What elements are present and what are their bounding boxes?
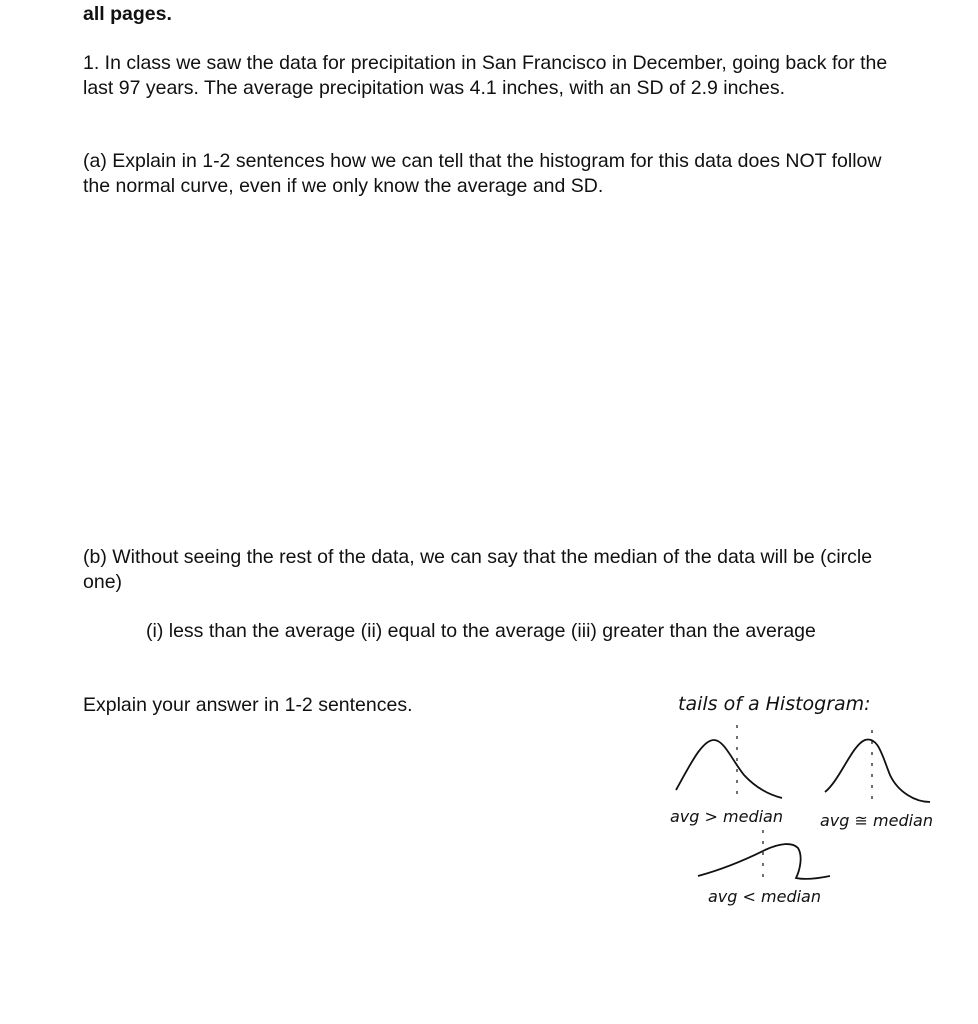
right-skewed-curve bbox=[676, 740, 782, 798]
symmetric-curve bbox=[825, 739, 930, 802]
sketch-title: tails of a Histogram: bbox=[678, 693, 871, 715]
question-1b-options: (i) less than the average (ii) equal to the average (iii) greater than the average bbox=[146, 620, 816, 642]
left-skewed-curve bbox=[698, 844, 830, 879]
question-1b-prompt: (b) Without seeing the rest of the data, we can say that the median of the data will be (circle one) bbox=[83, 546, 873, 593]
question-1-intro: 1. In class we saw the data for precipitation in San Francisco in December, going back for the last 97 years. The average precipitation was 4.1 inches, with an SD of 2.9 inches. bbox=[83, 52, 888, 99]
label-right-skew: avg > median bbox=[670, 807, 783, 826]
header-note: all pages. bbox=[83, 3, 172, 25]
handwritten-histogram-sketch bbox=[660, 680, 950, 910]
label-symmetric: avg ≅ median bbox=[820, 811, 933, 830]
label-left-skew: avg < median bbox=[708, 887, 821, 906]
question-1a-prompt: (a) Explain in 1-2 sentences how we can tell that the histogram for this data does NOT follow the normal curve, even if we only know the average and SD. bbox=[83, 150, 882, 197]
explain-prompt: Explain your answer in 1-2 sentences. bbox=[83, 694, 413, 716]
